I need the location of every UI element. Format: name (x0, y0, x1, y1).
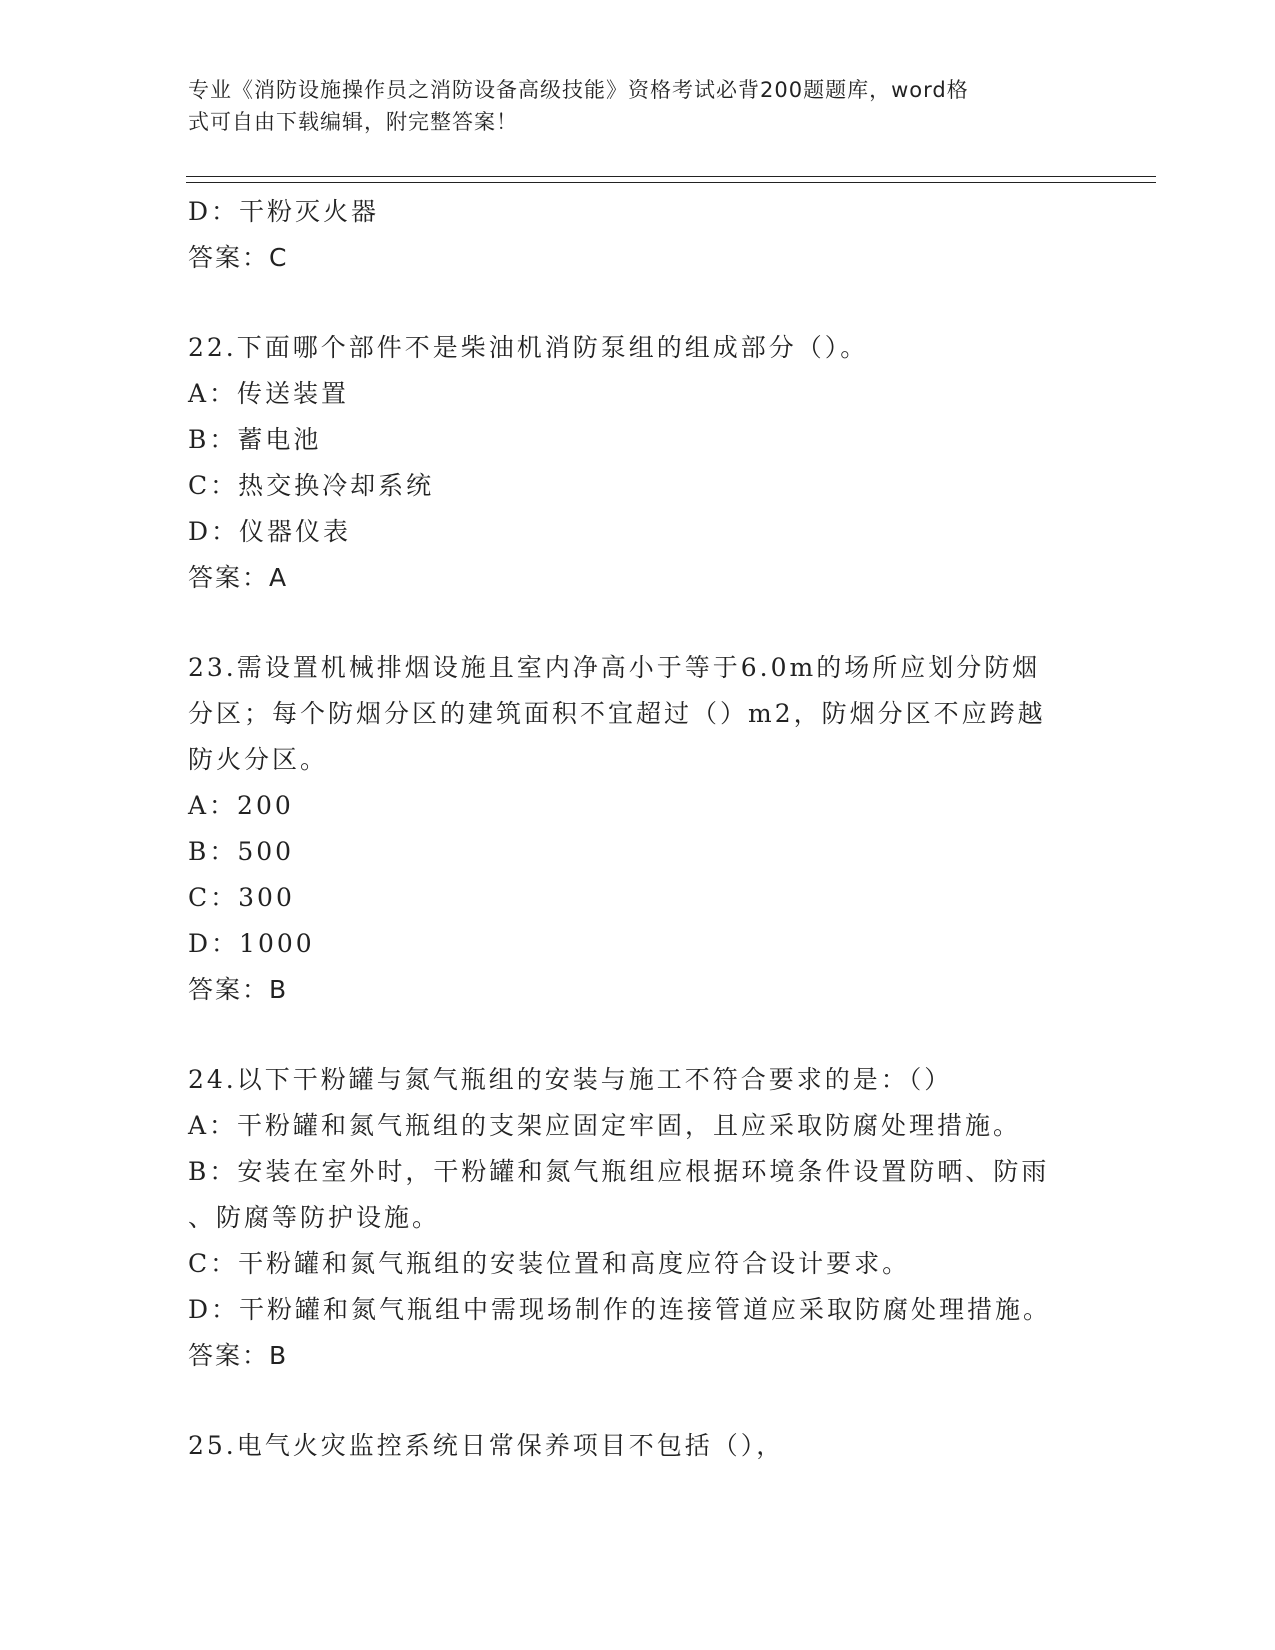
answer-line: 答案：A (188, 563, 289, 592)
question-stem-line-3: 防火分区。 (188, 745, 329, 774)
option-b-line-2: 、防腐等防护设施。 (188, 1203, 441, 1232)
option-d: D：仪器仪表 (188, 517, 352, 546)
question-23 (188, 645, 1088, 1013)
question-22 (188, 325, 1088, 601)
answer-line: 答案：B (188, 975, 289, 1004)
option-a: A：200 (188, 791, 294, 820)
question-stem-line-2: 分区；每个防烟分区的建筑面积不宜超过（）m2，防烟分区不应跨越 (188, 699, 1046, 728)
option-d: D：干粉灭火器 (188, 197, 380, 226)
header-line-1: 专业《消防设施操作员之消防设备高级技能》资格考试必背200题题库，word格 (188, 78, 969, 102)
option-c: C：干粉罐和氮气瓶组的安装位置和高度应符合设计要求。 (188, 1249, 911, 1278)
question-stem: 22.下面哪个部件不是柴油机消防泵组的组成部分（）。 (188, 333, 869, 362)
option-d: D：干粉罐和氮气瓶组中需现场制作的连接管道应采取防腐处理措施。 (188, 1295, 1052, 1324)
answer-line: 答案：C (188, 243, 289, 272)
option-b: B：蓄电池 (188, 425, 322, 454)
answer-line: 答案：B (188, 1341, 289, 1370)
question-stem: 25.电气火灾监控系统日常保养项目不包括（）， (188, 1431, 785, 1460)
question-list (188, 189, 1088, 1469)
question-24 (188, 1057, 1088, 1379)
header-line-2: 式可自由下载编辑，附完整答案！ (188, 110, 518, 134)
option-a: A：传送装置 (188, 379, 350, 408)
option-c: C：300 (188, 883, 295, 912)
option-d: D：1000 (188, 929, 315, 958)
option-b-line-1: B：安装在室外时，干粉罐和氮气瓶组应根据环境条件设置防晒、防雨 (188, 1157, 1050, 1186)
option-b: B：500 (188, 837, 295, 866)
question-stem: 24.以下干粉罐与氮气瓶组的安装与施工不符合要求的是：（） (188, 1065, 953, 1094)
previous-question-tail (188, 189, 1088, 281)
header-divider-bottom (186, 182, 1156, 183)
option-a: A：干粉罐和氮气瓶组的支架应固定牢固，且应采取防腐处理措施。 (188, 1111, 1022, 1140)
option-c: C：热交换冷却系统 (188, 471, 435, 500)
question-25 (188, 1423, 1088, 1469)
question-stem-line-1: 23.需设置机械排烟设施且室内净高小于等于6.0m的场所应划分防烟 (188, 653, 1041, 682)
header-divider-top (186, 176, 1156, 177)
document-header (188, 74, 1068, 138)
